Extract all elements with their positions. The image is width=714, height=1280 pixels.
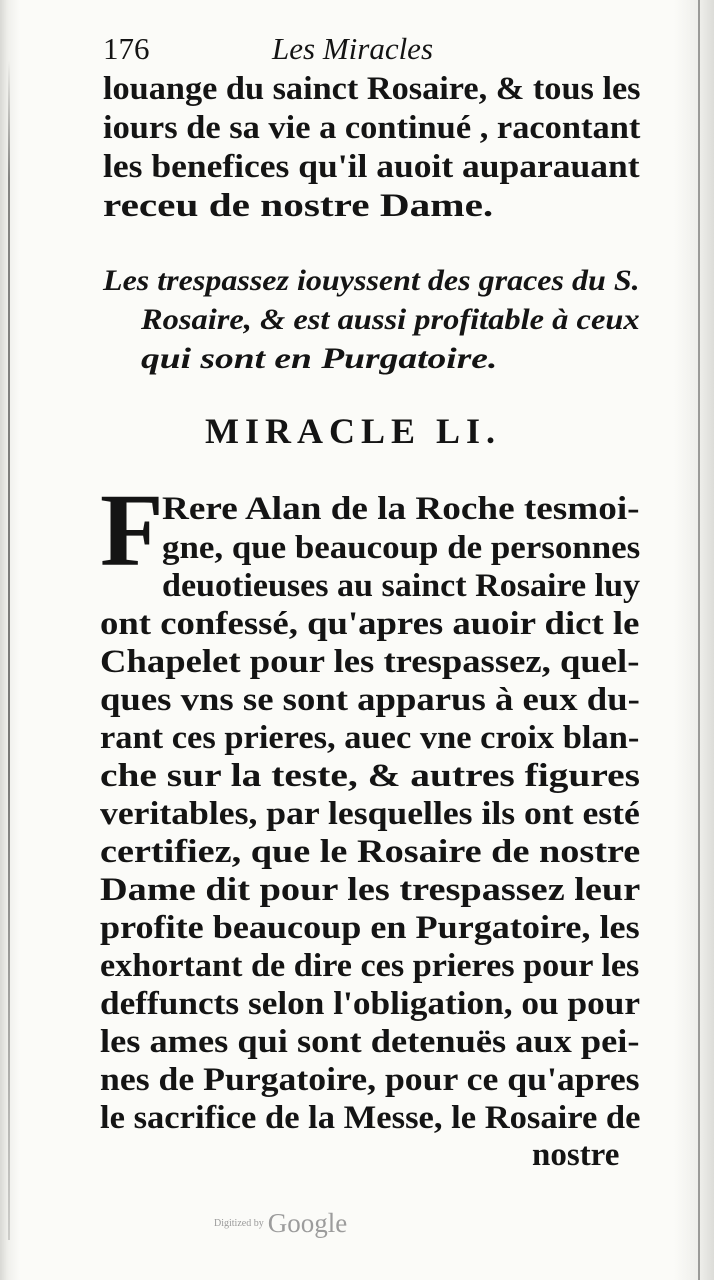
text-line: les benefices qu'il auoit auparauant: [103, 149, 640, 185]
text-line: receu de nostre Dame.: [103, 188, 494, 224]
text-line: nes de Purgatoire, pour ce qu'apres: [100, 1062, 640, 1098]
catchword: nostre: [532, 1137, 620, 1173]
text-line: gne, que beaucoup de personnes: [162, 530, 641, 566]
drop-cap: F: [100, 473, 164, 588]
page-edge-shadow: [674, 0, 714, 1280]
text-line: Chapelet pour les trespassez, quel-: [100, 644, 640, 680]
page-gutter-line: [8, 60, 10, 1240]
text-line: deffuncts selon l'obligation, ou pour: [100, 986, 641, 1022]
text-line: ques vns se sont apparus à eux du-: [100, 682, 640, 718]
text-line: Rere Alan de la Roche tesmoi-: [162, 491, 640, 527]
text-line: veritables, par lesquelles ils ont esté: [100, 796, 640, 832]
text-line: les ames qui sont detenuës aux pei-: [100, 1024, 640, 1060]
text-line: exhortant de dire ces prieres pour les: [100, 948, 640, 984]
text-line: le sacrifice de la Messe, le Rosaire de: [100, 1100, 641, 1136]
text-line: ont confessé, qu'apres auoir dict le: [100, 606, 640, 642]
text-line: Dame dit pour les trespassez leur: [100, 872, 641, 908]
text-line: rant ces prieres, auec vne croix blan-: [100, 720, 640, 756]
running-title: Les Miracles: [272, 31, 434, 66]
miracle-heading: MIRACLE LI.: [205, 411, 502, 451]
page-edge-line: [698, 0, 700, 1280]
text-line: che sur la teste, & autres figures: [100, 758, 640, 794]
page-gutter-shadow: [0, 0, 20, 1280]
watermark-digitized-by: Digitized by: [214, 1218, 264, 1229]
watermark-google-logo: Google: [267, 1208, 348, 1238]
summary-line: Rosaire, & est aussi profitable à ceux: [141, 303, 640, 336]
summary-line: Les trespassez iouyssent des graces du S.: [103, 264, 640, 297]
digitization-watermark: [214, 1208, 347, 1239]
text-line: iours de sa vie a continué , racontant: [103, 110, 641, 146]
text-line: deuotieuses au sainct Rosaire luy: [162, 568, 641, 604]
text-line: profite beaucoup en Purgatoire, les: [100, 910, 640, 946]
text-line: certifiez, que le Rosaire de nostre: [100, 834, 641, 870]
page-number: 176: [103, 31, 150, 66]
text-line: louange du sainct Rosaire, & tous les: [103, 71, 641, 107]
summary-line: qui sont en Purgatoire.: [141, 342, 498, 375]
